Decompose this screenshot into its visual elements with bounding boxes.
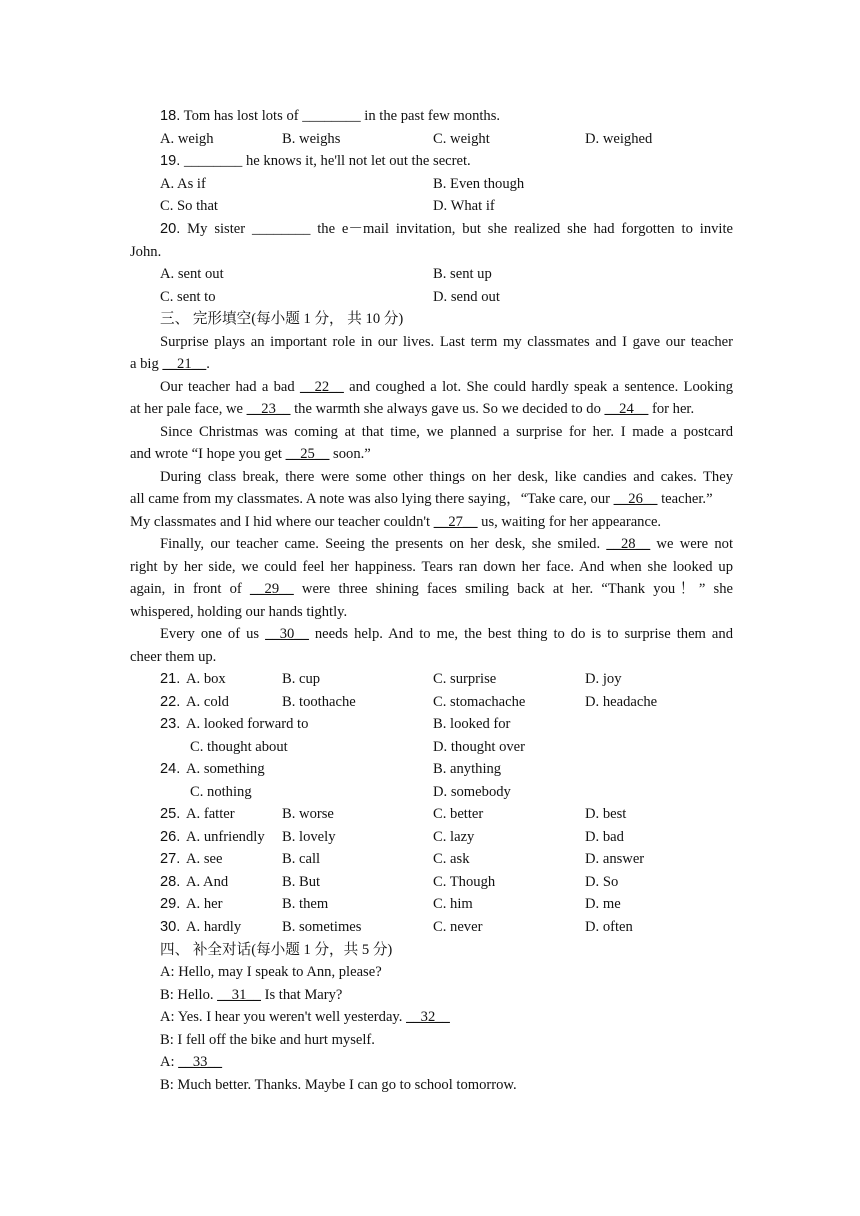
passage-line xyxy=(130,443,733,465)
dialog-line: B: Much better. Thanks. Maybe I can go to school tomorrow. xyxy=(160,1077,517,1093)
passage-text: at her pale face, we xyxy=(130,401,247,417)
cloze-number: 26. xyxy=(160,828,181,845)
cloze-number: 24. xyxy=(160,761,181,777)
passage-line xyxy=(130,488,733,510)
cloze-option: D. joy xyxy=(585,671,622,687)
passage-text: and wrote “I hope you get xyxy=(130,446,286,462)
cloze-option: B. sometimes xyxy=(282,918,362,935)
blank-25: __25__ xyxy=(285,446,330,462)
cloze-option: D. somebody xyxy=(433,783,511,800)
question-18 xyxy=(160,105,763,127)
cloze-option: B. cup xyxy=(282,671,321,687)
question-number: 18. xyxy=(160,108,181,124)
passage-line xyxy=(160,376,733,398)
cloze-option: A. cold xyxy=(186,693,229,710)
cloze-option: C. better xyxy=(433,806,484,822)
question-19 xyxy=(160,150,763,172)
blank-30: __30__ xyxy=(265,626,309,642)
blank-31: __31__ xyxy=(217,987,261,1003)
cloze-option: A. fatter xyxy=(186,806,235,822)
passage-line xyxy=(130,398,733,420)
blank-24: __24__ xyxy=(604,401,649,417)
cloze-option: C. Though xyxy=(433,873,496,890)
cloze-option: C. never xyxy=(433,918,483,935)
cloze-option: A. hardly xyxy=(186,918,242,935)
passage-text: we were not xyxy=(650,536,733,552)
option-b: B. Even though xyxy=(433,176,525,192)
cloze-option: C. thought about xyxy=(190,738,288,755)
dialog-text: A: Yes. I hear you weren't well yesterday. xyxy=(160,1009,407,1025)
passage-text: teacher.” xyxy=(657,491,713,507)
cloze-option: A. see xyxy=(186,851,223,867)
passage-text: again, in front of xyxy=(130,581,250,597)
cloze-option: D. thought over xyxy=(433,738,526,755)
cloze-option: C. nothing xyxy=(190,783,252,800)
cloze-option: A. unfriendly xyxy=(186,828,265,845)
passage-text: Our teacher had a bad xyxy=(160,379,301,395)
cloze-option: A. And xyxy=(186,873,229,890)
blank-32: __32__ xyxy=(406,1009,450,1025)
dialog-text: B: Hello. xyxy=(160,987,218,1003)
question-text: My sister ________ the e－mail invitation, but she realized she had forgotten to invite xyxy=(180,221,733,237)
blank-33: __33__ xyxy=(178,1054,223,1070)
dialog-line xyxy=(160,984,763,1006)
cloze-option: C. him xyxy=(433,896,473,912)
passage-line xyxy=(130,578,733,600)
passage-text: Finally, our teacher came. Seeing the presents on her desk, she smiled. xyxy=(160,536,607,552)
passage-line: Since Christmas was coming at that time, we planned a surprise for her. I made a postcard xyxy=(160,424,733,440)
blank-29: __29__ xyxy=(249,581,294,597)
question-text: ________ he knows it, he'll not let out the secret. xyxy=(180,153,471,169)
passage-line xyxy=(130,353,733,375)
passage-text: were three shining faces smiling back at her. “Thank you！” she xyxy=(293,581,733,597)
cloze-option: B. call xyxy=(282,851,321,867)
cloze-option: C. surprise xyxy=(433,671,497,687)
cloze-option: B. them xyxy=(282,896,329,912)
cloze-option: C. stomachache xyxy=(433,693,526,710)
cloze-option: D. best xyxy=(585,806,627,822)
cloze-option: D. headache xyxy=(585,693,658,710)
passage-line: During class break, there were some other things on her desk, like candies and cakes. They xyxy=(160,469,733,485)
cloze-number: 25. xyxy=(160,806,181,822)
option-d: D. send out xyxy=(433,289,500,305)
option-d: D. What if xyxy=(433,198,495,214)
passage-text: us, waiting for her appearance. xyxy=(477,514,662,530)
dialog-text: Is that Mary? xyxy=(260,987,343,1003)
passage-text: needs help. And to me, the best thing to do is to surprise them and xyxy=(308,626,733,642)
passage-line: whispered, holding our hands tightly. xyxy=(130,604,348,620)
cloze-option: D. me xyxy=(585,896,621,912)
option-a: A. weigh xyxy=(160,131,214,147)
cloze-option: B. lovely xyxy=(282,828,336,845)
blank-27: __27__ xyxy=(433,514,478,530)
option-b: B. sent up xyxy=(433,266,492,282)
section-4-title: 四、 补全对话(每小题 1 分，共 5 分) xyxy=(160,942,393,958)
cloze-option: A. something xyxy=(186,761,265,777)
passage-line xyxy=(160,533,733,555)
cloze-option: B. toothache xyxy=(282,693,356,710)
cloze-number: 23. xyxy=(160,716,181,732)
option-d: D. weighed xyxy=(585,131,653,147)
option-a: A. As if xyxy=(160,176,206,192)
passage-line xyxy=(160,623,733,645)
passage-line: right by her side, we could feel her happiness. Tears ran down her face. And when she looked up xyxy=(130,559,733,575)
question-text: Tom has lost lots of ________ in the past few months. xyxy=(180,108,501,124)
cloze-option: A. her xyxy=(186,896,223,912)
question-20 xyxy=(160,218,733,240)
passage-line: Surprise plays an important role in our lives. Last term my classmates and I gave our teacher xyxy=(160,334,733,350)
dialog-line xyxy=(160,1051,763,1073)
cloze-option: B. looked for xyxy=(433,716,511,732)
cloze-option: C. ask xyxy=(433,851,470,867)
cloze-option: C. lazy xyxy=(433,828,475,845)
cloze-number: 29. xyxy=(160,896,181,912)
passage-text: and coughed a lot. She could hardly speak a sentence. Looking xyxy=(343,379,733,395)
passage-text: all came from my classmates. A note was also lying there saying，“Take care, our xyxy=(130,491,614,507)
option-c: C. sent to xyxy=(160,289,216,305)
cloze-number: 30. xyxy=(160,918,181,935)
cloze-option: B. anything xyxy=(433,761,502,777)
cloze-number: 28. xyxy=(160,873,181,890)
passage-text: . xyxy=(206,356,210,372)
blank-28: __28__ xyxy=(606,536,651,552)
passage-text: the warmth she always gave us. So we decided to do xyxy=(290,401,605,417)
dialog-line xyxy=(160,1006,763,1028)
dialog-line: A: Hello, may I speak to Ann, please? xyxy=(160,964,382,980)
cloze-number: 27. xyxy=(160,851,181,867)
cloze-option: D. bad xyxy=(585,828,624,845)
cloze-option: A. looked forward to xyxy=(186,716,309,732)
option-a: A. sent out xyxy=(160,266,224,282)
cloze-option: D. answer xyxy=(585,851,645,867)
cloze-option: B. worse xyxy=(282,806,334,822)
blank-26: __26__ xyxy=(613,491,658,507)
section-3-title: 三、 完形填空(每小题 1 分， 共 10 分) xyxy=(160,311,404,327)
blank-23: __23__ xyxy=(246,401,291,417)
passage-text: soon.” xyxy=(329,446,371,462)
passage-text: for her. xyxy=(648,401,695,417)
passage-line xyxy=(130,511,733,533)
cloze-option: A. box xyxy=(186,671,226,687)
passage-text: a big xyxy=(130,356,163,372)
cloze-option: D. So xyxy=(585,873,619,890)
blank-22: __22__ xyxy=(300,379,344,395)
passage-text: Every one of us xyxy=(160,626,266,642)
cloze-number: 21. xyxy=(160,671,181,687)
cloze-option: D. often xyxy=(585,918,633,935)
option-c: C. weight xyxy=(433,131,490,147)
passage-line: cheer them up. xyxy=(130,649,217,665)
question-text-cont: John. xyxy=(130,244,162,260)
passage-text: My classmates and I hid where our teacher couldn't xyxy=(130,514,434,530)
option-c: C. So that xyxy=(160,198,218,214)
cloze-number: 22. xyxy=(160,693,181,710)
question-number: 20. xyxy=(160,221,181,237)
question-number: 19. xyxy=(160,153,181,169)
dialog-text: A: xyxy=(160,1054,179,1070)
cloze-option: B. But xyxy=(282,873,321,890)
dialog-line: B: I fell off the bike and hurt myself. xyxy=(160,1032,375,1048)
option-b: B. weighs xyxy=(282,131,341,147)
blank-21: __21__ xyxy=(162,356,207,372)
